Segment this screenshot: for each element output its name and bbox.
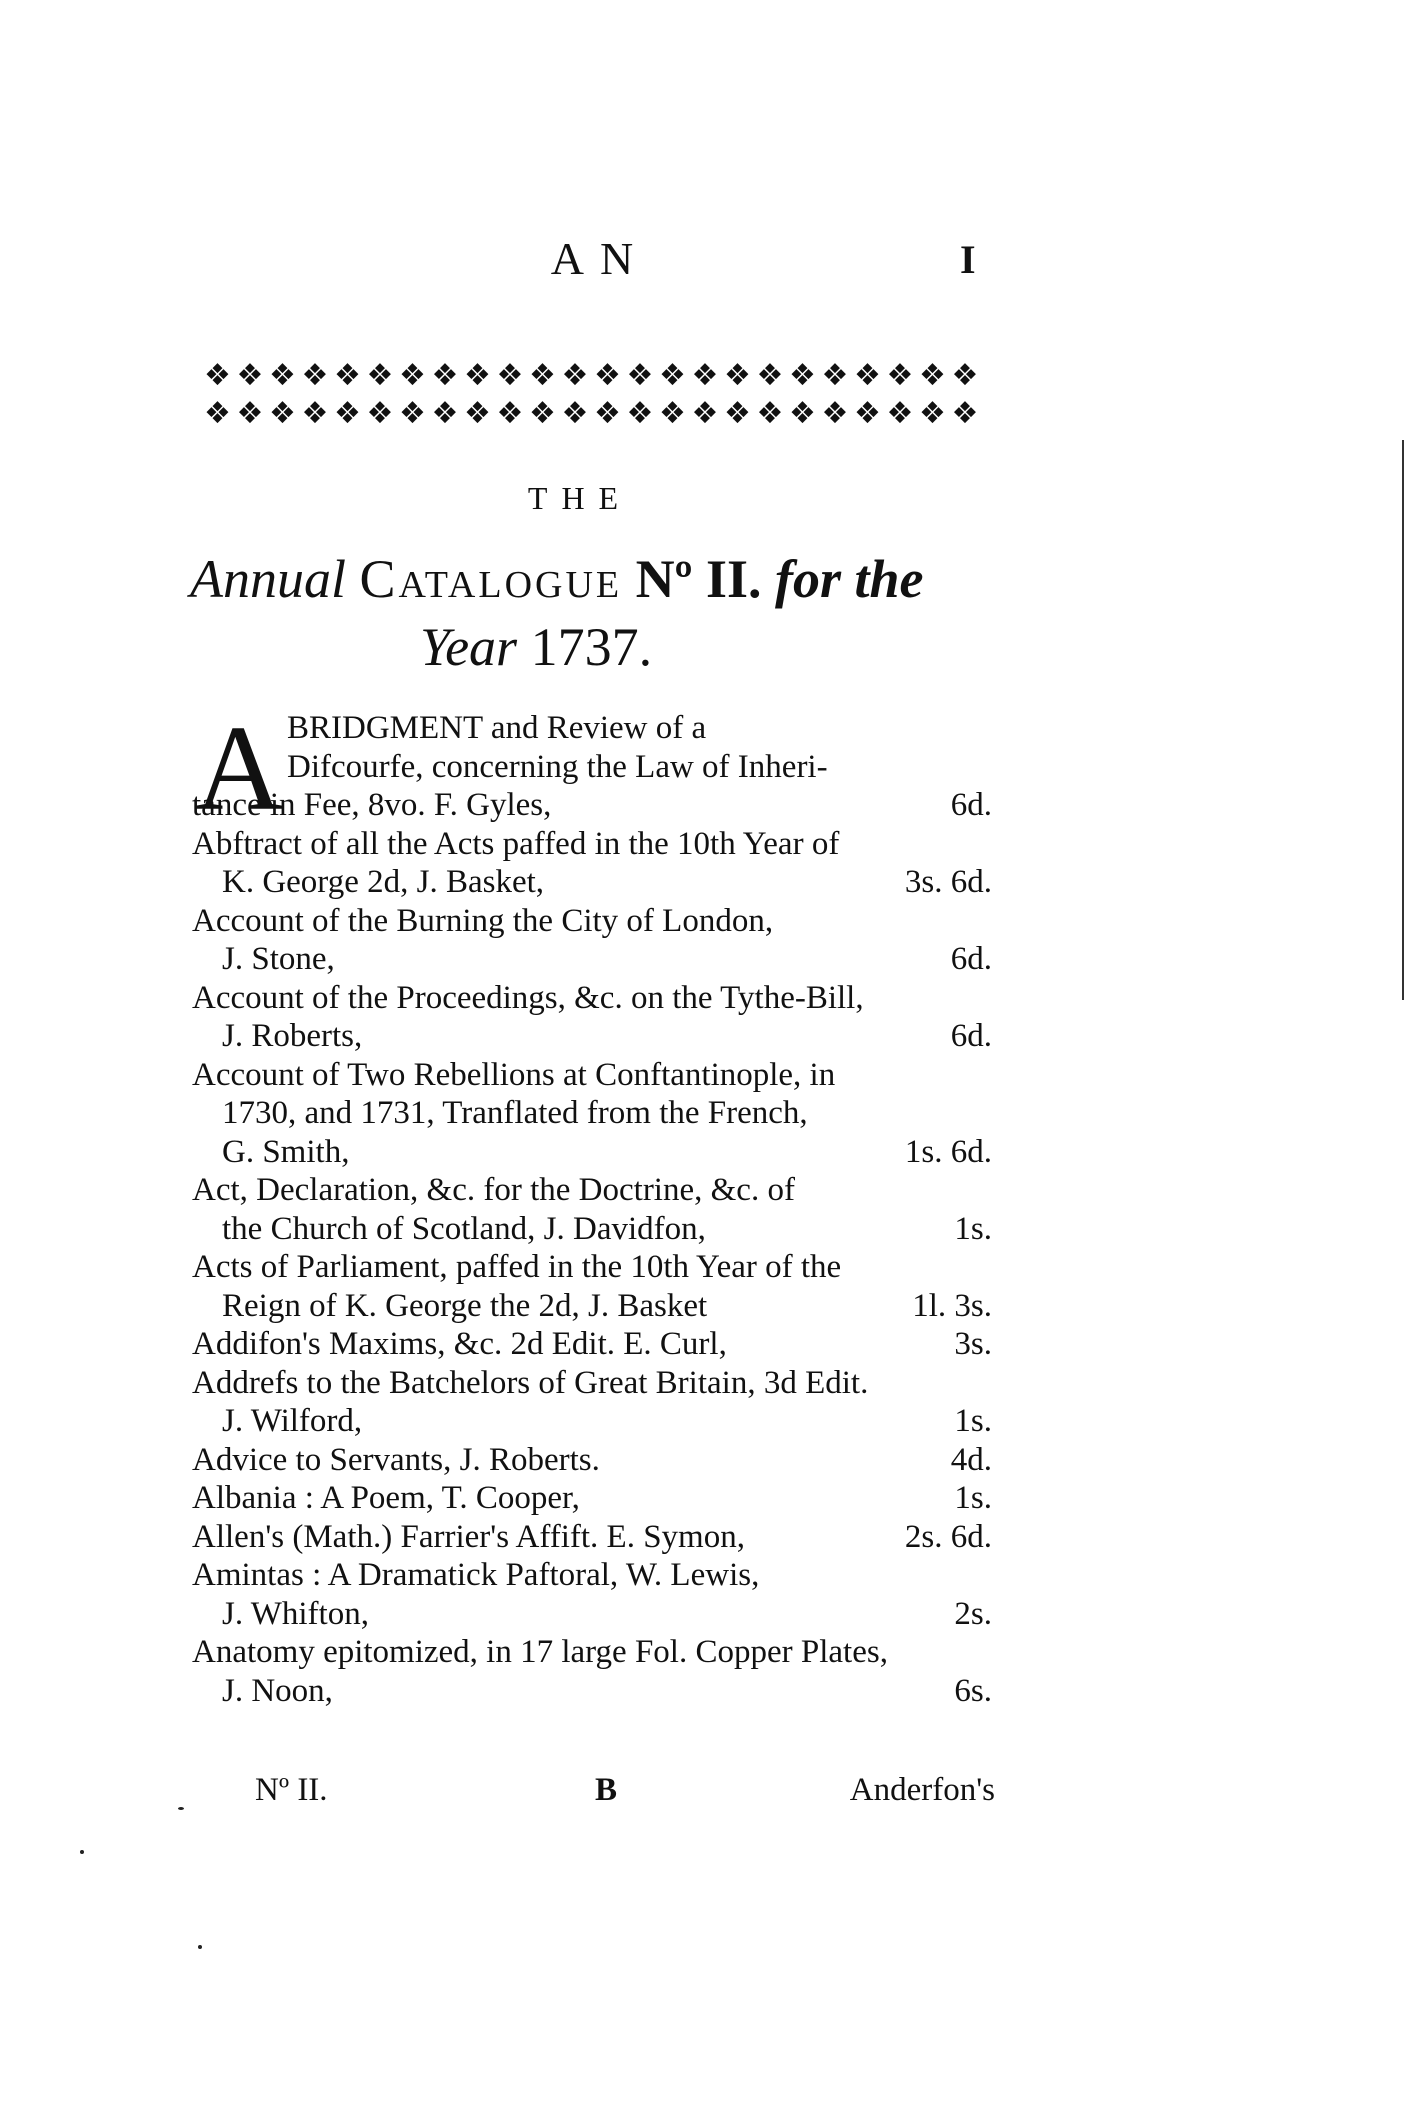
- ornament-glyph: ❖: [334, 358, 361, 393]
- entry-price: 2s.: [954, 1595, 992, 1632]
- entry-text: Albania : A Poem, T. Cooper,: [192, 1480, 580, 1516]
- ornament-glyph: ❖: [334, 396, 361, 431]
- sheet-letter: B: [595, 1772, 618, 1808]
- catalogue-entry-line: [192, 1440, 992, 1480]
- entry-price: 6s.: [954, 1672, 992, 1709]
- entry-text: J. Roberts,: [222, 1018, 363, 1054]
- ornament-glyph: ❖: [496, 358, 524, 393]
- ornament-glyph: ❖: [496, 396, 524, 431]
- ornament-glyph: ❖: [464, 358, 491, 393]
- ornament-glyph: ❖: [724, 358, 751, 393]
- catalogue-entry-line: [192, 1478, 992, 1518]
- ornament-glyph: ❖: [626, 358, 654, 393]
- catalogue-year-line: [420, 616, 820, 678]
- entry-price: 1l. 3s.: [912, 1287, 992, 1324]
- entry-text: Act, Declaration, &c. for the Doctrine, &c. of: [192, 1172, 795, 1208]
- title-number: Nº II.: [635, 549, 762, 609]
- ornament-glyph: ❖: [236, 396, 264, 431]
- ornament-glyph: ❖: [366, 358, 394, 393]
- catchword: Anderfon's: [849, 1772, 995, 1808]
- ornament-glyph: ❖: [659, 358, 686, 393]
- ornament-row-bottom: [196, 393, 996, 433]
- entry-text: Account of Two Rebellions at Conftantinople, in: [192, 1056, 836, 1093]
- catalogue-entry-line: [192, 785, 992, 825]
- catalogue-entry-line: [222, 1132, 992, 1172]
- page-edge-shadow: [1402, 440, 1404, 1000]
- ornament-glyph: ❖: [594, 358, 621, 393]
- ornament-glyph: ❖: [756, 358, 784, 393]
- ornament-glyph: ❖: [691, 396, 719, 431]
- entry-price: 6d.: [950, 1018, 992, 1054]
- ornament-row-top: [196, 355, 996, 395]
- signature-mark: Nº II.: [255, 1772, 328, 1808]
- catalogue-entry-line: [192, 824, 992, 864]
- ornament-glyph: ❖: [529, 358, 556, 393]
- catalogue-entry-line: [222, 1401, 992, 1441]
- page-number: I: [960, 237, 976, 282]
- entry-text: J. Wilford,: [222, 1403, 363, 1439]
- catalogue-entry-line: [222, 1209, 992, 1249]
- entry-price: 1s. 6d.: [904, 1133, 992, 1170]
- ornament-glyph: ❖: [561, 358, 589, 393]
- ornament-glyph: ❖: [951, 396, 979, 431]
- entry-price: 6d.: [950, 941, 992, 977]
- entry-text: 1730, and 1731, Tranflated from the French,: [222, 1095, 808, 1131]
- entry-text: Acts of Parliament, paffed in the 10th Year of the: [192, 1249, 842, 1285]
- ornament-glyph: ❖: [789, 396, 816, 431]
- ornament-glyph: ❖: [431, 396, 459, 431]
- entry-price: 3s.: [954, 1326, 992, 1362]
- ornament-glyph: ❖: [789, 358, 816, 393]
- title-for-the: for the: [774, 549, 924, 609]
- page-footer: [255, 1772, 995, 1812]
- catalogue-entry-line: [222, 862, 992, 902]
- ornament-glyph: ❖: [951, 358, 979, 393]
- ornament-glyph: ❖: [821, 358, 849, 393]
- ornament-glyph: ❖: [236, 358, 264, 393]
- ornament-glyph: ❖: [886, 396, 914, 431]
- catalogue-entry-line: [192, 1555, 992, 1595]
- entry-text: J. Whifton,: [222, 1595, 369, 1632]
- entry-text: Addrefs to the Batchelors of Great Britain, 3d Edit.: [192, 1364, 869, 1401]
- running-title: AN: [550, 233, 650, 284]
- entry-text: BRIDGMENT and Review of a: [287, 710, 707, 746]
- entry-price: 6d.: [950, 787, 992, 823]
- entry-text: Abftract of all the Acts paffed in the 10th Year of: [192, 825, 840, 862]
- catalogue-entry-line: [192, 901, 992, 941]
- entry-text: Amintas : A Dramatick Paftoral, W. Lewis,: [192, 1557, 760, 1593]
- ornament-glyph: ❖: [529, 396, 556, 431]
- entry-text: Anatomy epitomized, in 17 large Fol. Copper Plates,: [192, 1634, 888, 1670]
- ornament-glyph: ❖: [821, 396, 849, 431]
- entry-price: 2s. 6d.: [904, 1518, 992, 1555]
- catalogue-entry-line: [222, 939, 992, 979]
- ornament-glyph: ❖: [204, 396, 231, 431]
- entry-text: Account of the Burning the City of London,: [192, 902, 774, 939]
- ornament-glyph: ❖: [886, 358, 914, 393]
- title-annual: Annual: [190, 549, 346, 609]
- catalogue-entry-line: [192, 1363, 992, 1403]
- ornament-glyph: ❖: [594, 396, 621, 431]
- catalogue-entry-line: [192, 1170, 992, 1210]
- ornament-glyph: ❖: [366, 396, 394, 431]
- title-year: 1737.: [530, 617, 653, 677]
- ornament-glyph: ❖: [854, 396, 881, 431]
- ornament-glyph: ❖: [724, 396, 751, 431]
- entry-text: Reign of K. George the 2d, J. Basket: [222, 1287, 708, 1324]
- ink-speck: [178, 1807, 184, 1810]
- catalogue-title: [190, 548, 1090, 610]
- catalogue-entry-line: [222, 1016, 992, 1056]
- catalogue-entry-line: [192, 1517, 992, 1557]
- catalogue-entry-line: [222, 1594, 992, 1634]
- entry-text: Difcourfe, concerning the Law of Inheri-: [287, 748, 828, 785]
- entry-price: 4d.: [950, 1441, 992, 1478]
- ornament-glyph: ❖: [919, 358, 946, 393]
- ornament-glyph: ❖: [659, 396, 686, 431]
- entry-text: J. Noon,: [222, 1672, 333, 1709]
- catalogue-entry-line: [222, 1671, 992, 1711]
- catalogue-entry-line: [192, 1632, 992, 1672]
- entry-price: 1s.: [954, 1403, 992, 1439]
- ink-speck: [80, 1850, 84, 1854]
- ornament-glyph: ❖: [561, 396, 589, 431]
- ornament-glyph: ❖: [269, 358, 296, 393]
- entry-text: Advice to Servants, J. Roberts.: [192, 1441, 600, 1478]
- entry-text: K. George 2d, J. Basket,: [222, 864, 545, 900]
- catalogue-entries: [192, 701, 992, 1768]
- title-the: THE: [527, 480, 633, 516]
- entry-text: the Church of Scotland, J. Davidfon,: [222, 1210, 706, 1247]
- ornament-glyph: ❖: [399, 358, 426, 393]
- ornament-glyph: ❖: [431, 358, 459, 393]
- catalogue-entry-line: [192, 1247, 992, 1287]
- entry-text: tance in Fee, 8vo. F. Gyles,: [192, 787, 552, 823]
- ornament-glyph: ❖: [691, 358, 719, 393]
- entry-price: 3s. 6d.: [904, 864, 992, 900]
- ornament-glyph: ❖: [626, 396, 654, 431]
- catalogue-entry-line: [287, 747, 992, 787]
- drop-cap: A: [195, 701, 284, 836]
- ornament-glyph: ❖: [301, 396, 329, 431]
- ornament-glyph: ❖: [464, 396, 491, 431]
- catalogue-entry-line: [192, 978, 992, 1018]
- entry-text: G. Smith,: [222, 1133, 350, 1170]
- catalogue-entry-line: [192, 1055, 992, 1095]
- ink-speck: [198, 1945, 202, 1949]
- entry-text: Allen's (Math.) Farrier's Affift. E. Symon,: [192, 1518, 745, 1555]
- ornament-glyph: ❖: [919, 396, 946, 431]
- ornament-glyph: ❖: [399, 396, 426, 431]
- entry-text: Account of the Proceedings, &c. on the Tythe-Bill,: [192, 979, 864, 1016]
- ornament-glyph: ❖: [854, 358, 881, 393]
- catalogue-entry-line: [222, 1286, 992, 1326]
- entry-price: 1s.: [954, 1210, 992, 1247]
- entry-text: Addifon's Maxims, &c. 2d Edit. E. Curl,: [192, 1326, 727, 1362]
- title-year-word: Year: [420, 617, 518, 677]
- catalogue-entry-line: [222, 1093, 992, 1133]
- catalogue-entry-line: [192, 1324, 992, 1364]
- ornament-glyph: ❖: [756, 396, 784, 431]
- title-catalogue: Catalogue: [359, 549, 623, 609]
- entry-price: 1s.: [954, 1480, 992, 1516]
- ornament-glyph: ❖: [204, 358, 231, 393]
- catalogue-entry-line: [287, 708, 992, 748]
- ornament-glyph: ❖: [301, 358, 329, 393]
- ornament-glyph: ❖: [269, 396, 296, 431]
- entry-text: J. Stone,: [222, 941, 335, 977]
